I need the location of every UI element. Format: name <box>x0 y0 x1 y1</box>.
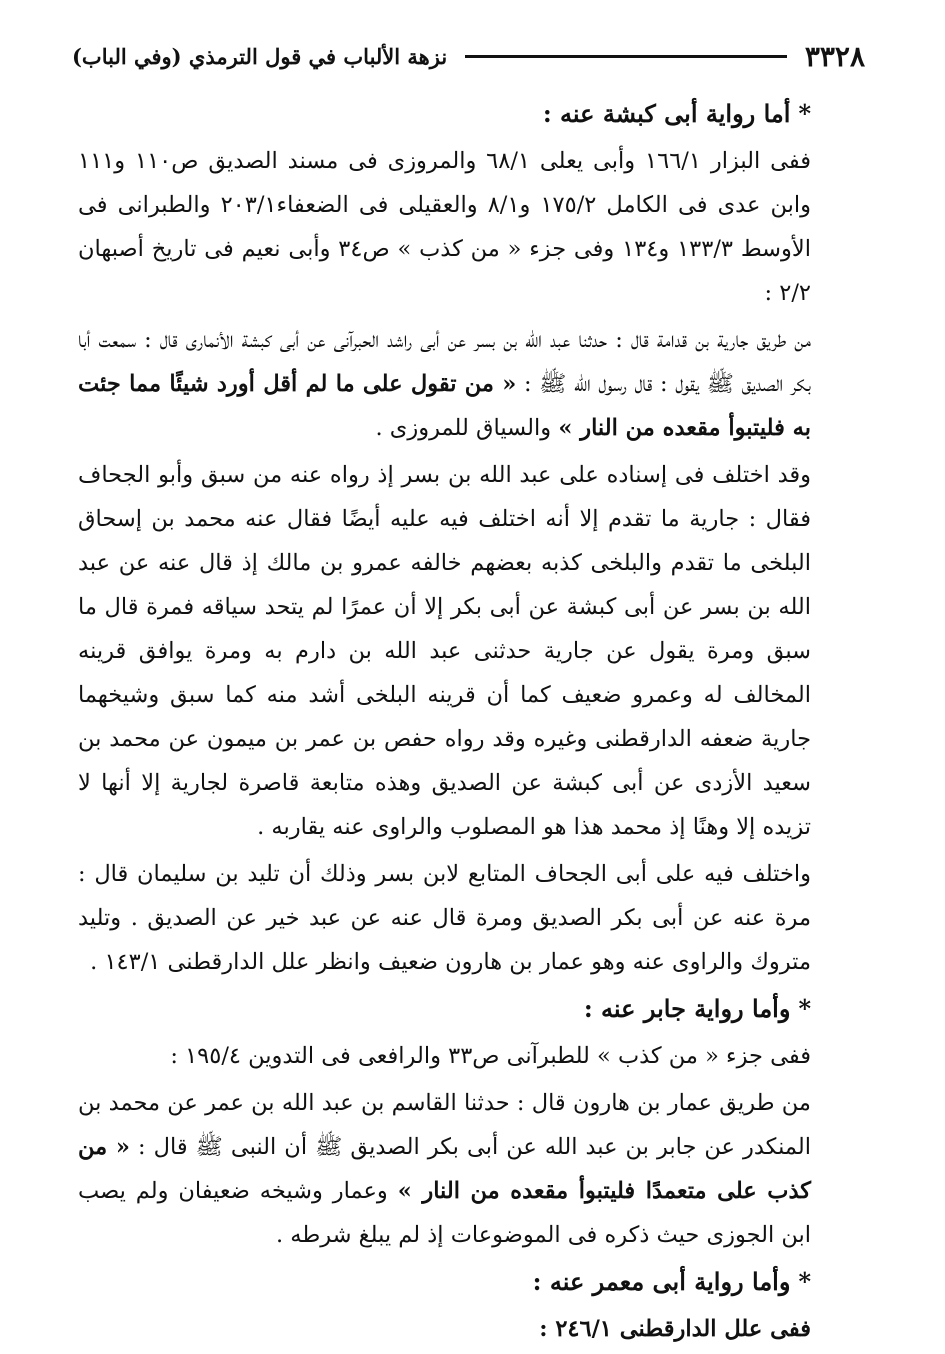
references-abu-kabsha: ففى البزار ١٦٦/١ وأبى يعلى ٦٨/١ والمروزى فى مسند الصديق ص١١٠ و١١١ وابن عدى فى الكامل ١٧٥/٢ و٨/١ والعقيلى فى الضعفاء٢٠٣/١ والطبرانى فى الأوسط ١٣٣/٣ و١٣٤ وفى جزء « من كذب » ص٣٤ وأبى نعيم فى تاريخ أصبهان ٢/٢ : <box>78 148 811 306</box>
references-abu-mamar: ففى علل الدارقطنى ٢٤٦/١ : <box>539 1316 811 1342</box>
page-body <box>78 92 839 1354</box>
page-number: ٣٣٢٨ <box>804 39 865 73</box>
star-icon: * <box>798 1267 811 1296</box>
section-heading-abu-mamar: *وأما رواية أبى معمر عنه : <box>532 1267 811 1296</box>
hadith-text: « من تقول على ما لم أقل أورد شيئًا مما جئت به فليتبوأ مقعده من النار » <box>78 371 811 441</box>
isnad-note: والسياق للمروزى . <box>375 415 552 441</box>
references-jabir: ففى جزء « من كذب » للطبرآنى ص٣٣ والرافعى فى التدوين ١٩٥/٤ : <box>170 1043 811 1069</box>
discussion-paragraph: وقد اختلف فى إسناده على عبد الله بن بسر إذ رواه عنه من سبق وأبو الجحاف فقال : جارية ما تقدم إلا أنه اختلف فيه عليه أيضًا فقال عنه محمد بن إسحاق البلخى ما تقدم والبلخى كذبه بعضهم خالفه عمرو بن مالك إذ قال عنه عن عبد الله بن بسر عن أبى كبشة عن أبى بكر إلا أن عمرًا لم يتحد سياقه فمرة قال ما سبق ومرة يقول عن جارية حدثنى عبد الله بن دارم به ومرة يوافق قرينه المخالف له وعمرو ضعيف كما أن قرينه البلخى أشد منه كما سبق وشيخهما جارية ضعفه الدارقطنى وغيره وقد رواه حفص بن عمر بن ميمون عن محمد بن سعيد الأزدى عن أبى كبشة عن الصديق وهذه متابعة قاصرة لجارية إلا أنها لا تزيده إلا وهنًا إذ محمد هذا هو المصلوب والراوى عنه يقاربه . <box>78 462 811 840</box>
section-heading-abu-kabsha: *أما رواية أبى كبشة عنه : <box>542 99 811 128</box>
star-icon: * <box>798 994 811 1023</box>
star-icon: * <box>798 99 811 128</box>
isnad-text: من طريق جارية بن قدامة قال : حدثنا عبد الله بن بسر عن أبى راشد الحبرآنى عن أبى كبشة الأنمارى قال : سمعت أبا بكر الصديق ﷺ يقول : قال رسول الله ﷺ : <box>78 327 811 397</box>
section-heading-jabir: *وأما رواية جابر عنه : <box>583 994 811 1023</box>
running-title: نزهة الألباب في قول الترمذي (وفي الباب) <box>72 43 448 69</box>
hadith-text: « من كذب على متعمدًا فليتبوأ مقعده من النار » <box>78 1134 812 1204</box>
isnad-note: وعمار وشيخه ضعيفان ولم يصب ابن الجوزى حيث ذكره فى الموضوعات إذ لم يبلغ شرطه . <box>78 1178 811 1248</box>
page-header <box>72 36 865 76</box>
isnad-text: من طريق عمار بن هارون قال : حدثنا القاسم بن عبد الله بن عمر عن محمد بن المنكدر عن جابر بن عبد الله عن أبى بكر الصديق ﷺ أن النبى ﷺ قال : <box>78 1090 812 1160</box>
isnad-jabir <box>78 1081 839 1257</box>
discussion-paragraph: واختلف فيه على أبى الجحاف المتابع لابن بسر وذلك أن تليد بن سليمان قال : مرة عنه عن أبى بكر الصديق ومرة قال عنه عن عبد خير عن الصديق . وتليد متروك والراوى عنه وهو عمار بن هارون ضعيف وانظر علل الدارقطنى ١٤٣/١ . <box>78 861 811 975</box>
isnad-abu-kabsha <box>78 318 839 450</box>
header-rule <box>465 55 787 58</box>
